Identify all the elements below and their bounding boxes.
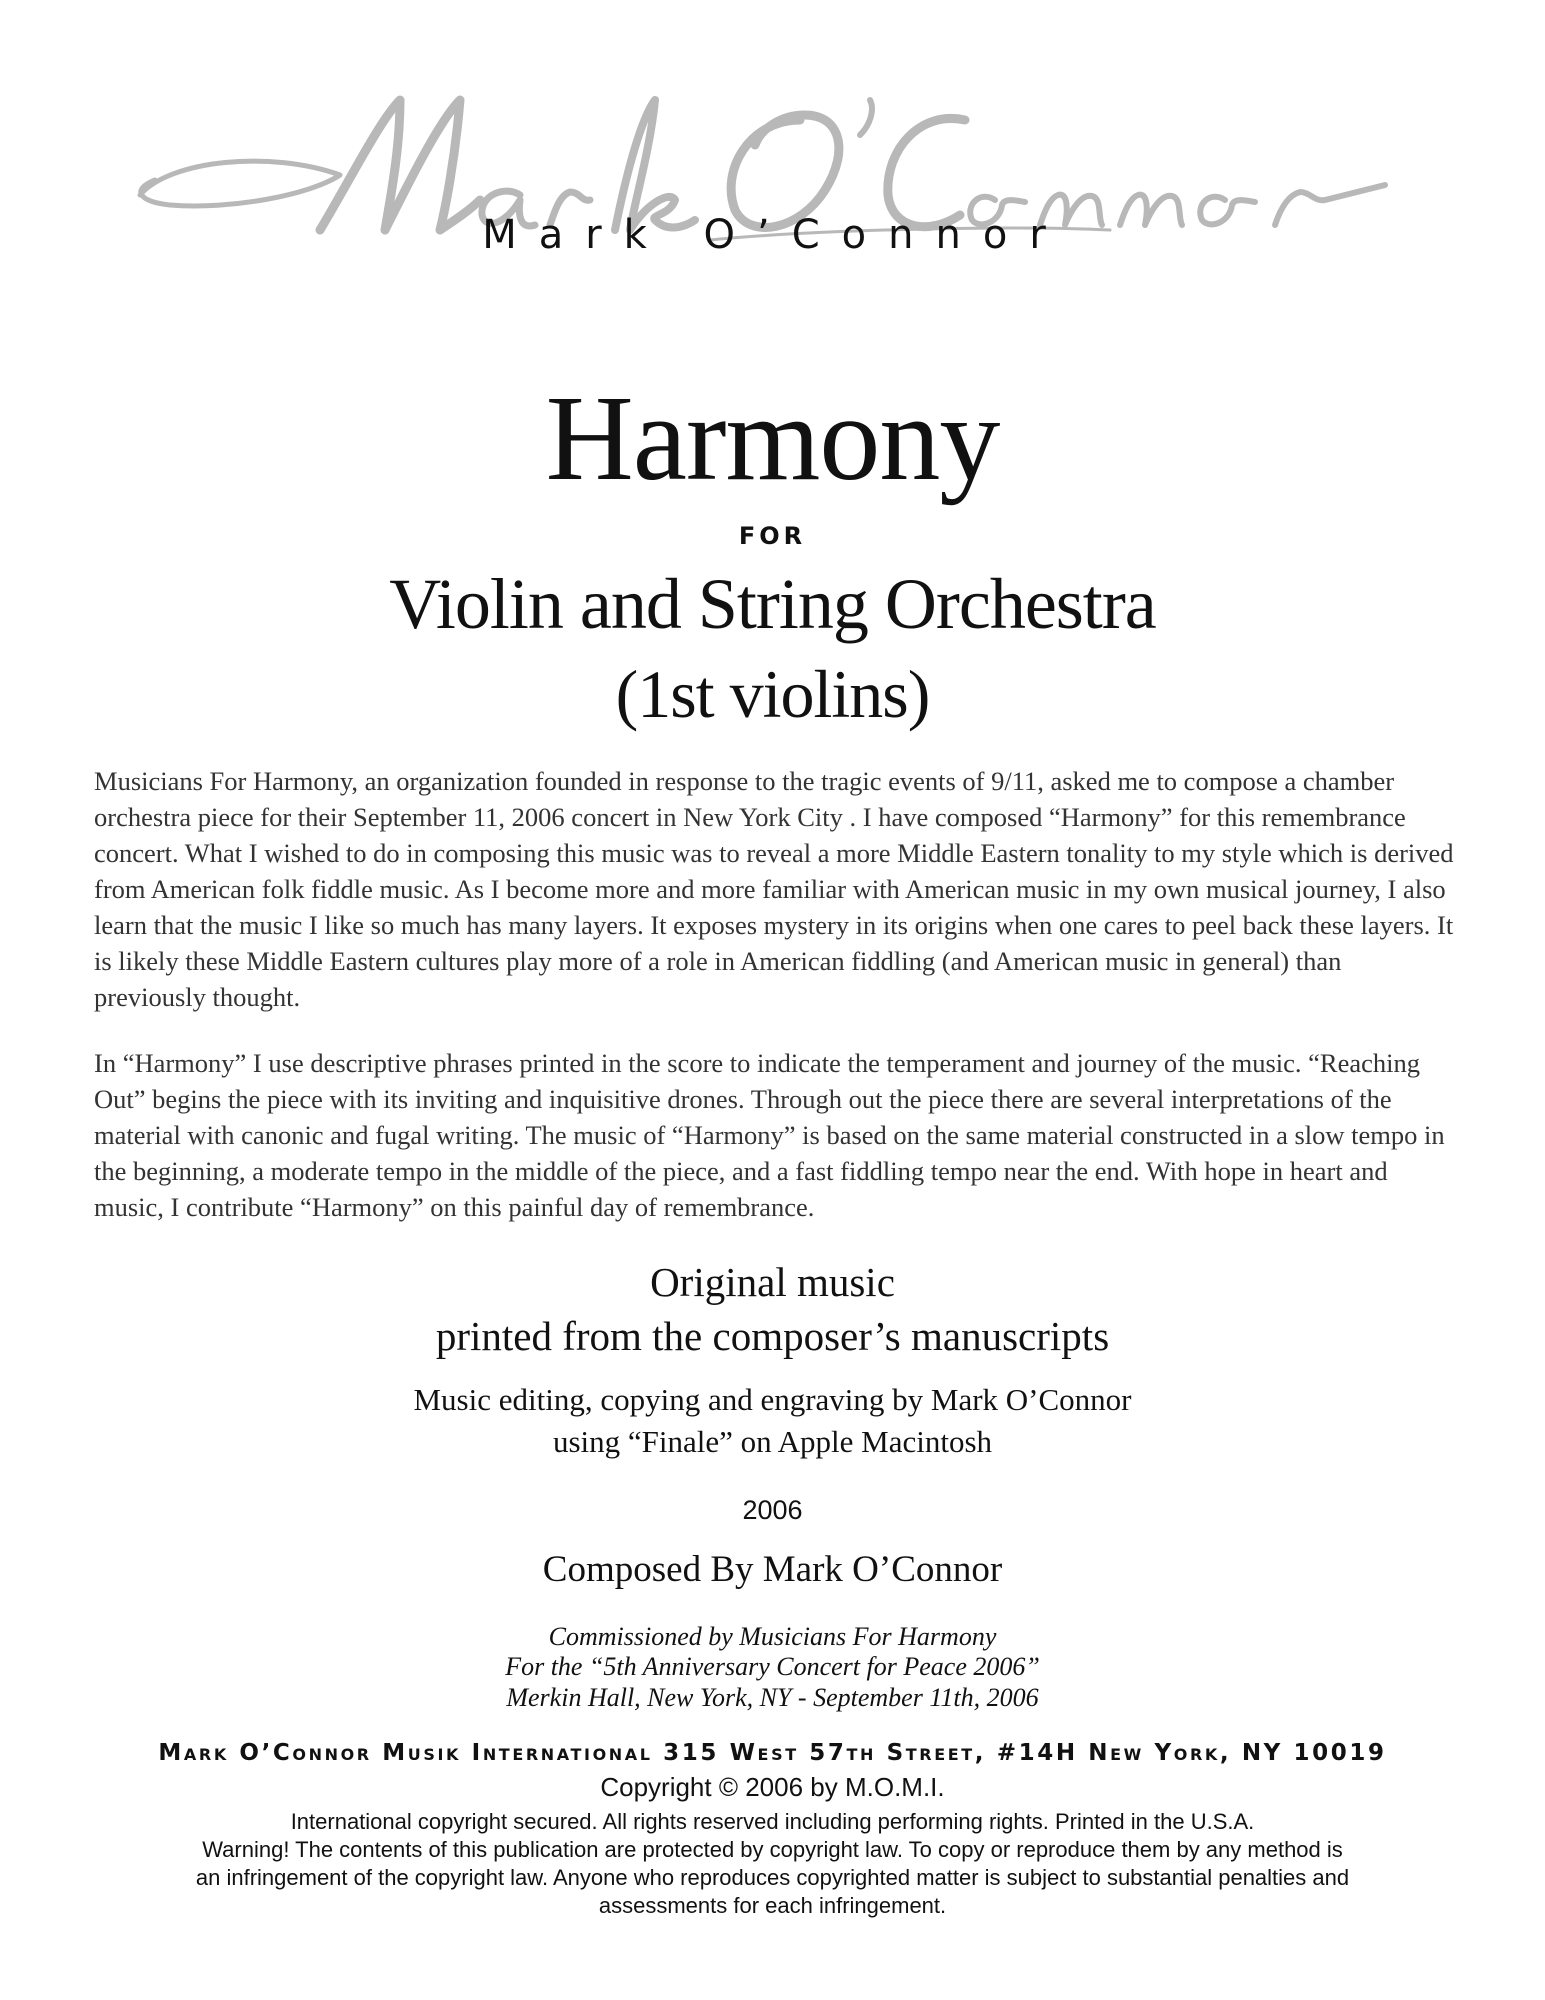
legal-notice-line-4: assessments for each infringement. bbox=[598, 1893, 947, 1918]
piece-title: Harmony bbox=[545, 371, 1000, 506]
composer-logo bbox=[110, 80, 1400, 280]
commission-line-1: Commissioned by Musicians For Harmony bbox=[548, 1622, 997, 1651]
commission-line-2: For the “5th Anniversary Concert for Peace 2006” bbox=[505, 1652, 1040, 1681]
original-music-line: Original music bbox=[650, 1259, 895, 1305]
copyright-line: Copyright © 2006 by M.O.M.I. bbox=[600, 1772, 945, 1802]
publication-year: 2006 bbox=[742, 1495, 803, 1525]
legal-notice-line-2: Warning! The contents of this publication are protected by copyright law. To copy or reproduce them by any method is bbox=[202, 1837, 1343, 1862]
commission-line-3: Merkin Hall, New York, NY - September 11th, 2006 bbox=[506, 1683, 1039, 1712]
legal-notice-line-1: International copyright secured. All rights reserved including performing rights. Printed in the U.S.A. bbox=[290, 1809, 1255, 1834]
composed-by-line: Composed By Mark O’Connor bbox=[542, 1549, 1003, 1590]
composer-name-caps: Mark O’Connor bbox=[482, 212, 1068, 258]
title-for-label: FOR bbox=[738, 522, 807, 550]
program-note-paragraph-1: Musicians For Harmony, an organization founded in response to the tragic events of 9/11, asked me to compose a chamber orchestra piece for their September 11, 2006 concert in New York City . I have composed “Harmony” for this remembrance concert. What I wished to do in composing this music was to reveal a more Middle Eastern tonality to my style which is derived from American folk fiddle music. As I become more and more familiar with American music in my own musical journey, I also learn that the music I like so much has many layers. It exposes mystery in its origins when one cares to peel back these layers. It is likely these Middle Eastern cultures play more of a role in American fiddling (and American music in general) than previously thought. bbox=[94, 766, 1454, 1012]
manuscripts-line: printed from the composer’s manuscripts bbox=[435, 1313, 1110, 1359]
software-credit-line: using “Finale” on Apple Macintosh bbox=[552, 1424, 993, 1459]
editing-credit-line: Music editing, copying and engraving by Mark O’Connor bbox=[413, 1382, 1132, 1417]
legal-notice-line-3: an infringement of the copyright law. Anyone who reproduces copyrighted matter is subject to substantial penalties and bbox=[195, 1865, 1350, 1890]
program-note-paragraph-2: In “Harmony” I use descriptive phrases printed in the score to indicate the temperament and journey of the music. “Reaching Out” begins the piece with its inviting and inquisitive drones. Through out the piece there are several interpretations of the material with canonic and fugal writing. The music of “Harmony” is based on the same material constructed in a slow tempo in the beginning, a moderate tempo in the middle of the piece, and a fast fiddling tempo near the end. With hope in heart and music, I contribute “Harmony” on this painful day of remembrance. bbox=[94, 1048, 1445, 1222]
instrumentation-subtitle: Violin and String Orchestra bbox=[389, 564, 1156, 644]
part-name: (1st violins) bbox=[615, 656, 930, 732]
publisher-address: Mark O’Connor Musik International 315 West 57th Street, #14H New York, NY 10019 bbox=[158, 1740, 1387, 1766]
